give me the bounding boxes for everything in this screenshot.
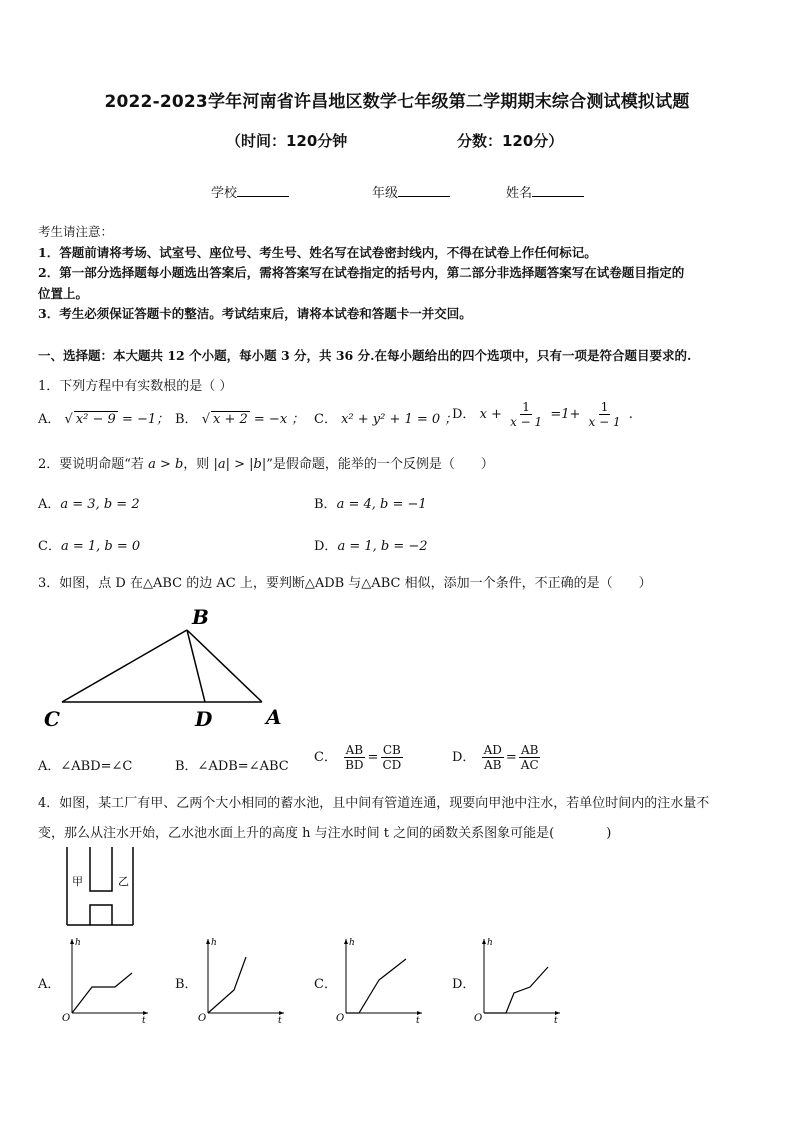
q1-c-expr: x² + y² + 1 = 0 ； <box>341 412 458 427</box>
svg-text:O: O <box>336 1013 345 1023</box>
q4-graph-a <box>60 935 152 1023</box>
notice-heading: 考生请注意： <box>38 224 114 239</box>
q4-option-a-label: A． <box>38 977 61 992</box>
q4-stem-line2: 变，那么从注水开始，乙水池水面上升的高度 h 与注水时间 t 之间的函数关系图象可能是( ) <box>38 826 612 841</box>
q3-segment-bd <box>187 630 205 702</box>
q1-option-d <box>452 400 633 429</box>
q3-d-num1: AD <box>483 743 502 757</box>
q2-stem-b: ，则 <box>183 457 210 472</box>
q2-stem-c: ”是假命题，能举的一个反例是（ ） <box>266 457 494 472</box>
q1-a-rest: = −1； <box>121 412 170 427</box>
q3-c-num2: CB <box>382 743 401 757</box>
svg-text:t: t <box>554 1016 558 1023</box>
q2-stem-abs: |a| > |b| <box>213 457 267 472</box>
q1-d-label: D． <box>452 407 476 422</box>
q3-c-num1: AB <box>345 743 364 757</box>
q3-option-a: A．∠ABD=∠C <box>38 759 133 774</box>
q1-option-b: B． √ x + 2 = −x ； <box>175 412 305 427</box>
q3-label-a: A <box>266 705 282 729</box>
q3-triangle-figure <box>40 602 290 732</box>
q1-a-radicand: x² − 9 <box>75 412 116 427</box>
q4-graph-b <box>196 935 288 1023</box>
q2-stem-a: 2．要说明命题“若 <box>38 457 144 472</box>
q1-option-a: A． √ x² − 9 = −1； <box>38 412 170 427</box>
q4-option-b-label: B． <box>175 977 198 992</box>
q2-option-d <box>314 535 428 554</box>
school-field <box>211 182 289 201</box>
q2-a-text: a = 3, b = 2 <box>60 497 140 512</box>
q1-d-mid: =1+ <box>550 407 581 422</box>
q1-d-num: 1 <box>522 400 530 414</box>
grade-label: 年级 <box>372 186 399 201</box>
q1-d-den2: x − 1 <box>588 415 621 429</box>
svg-text:h: h <box>487 938 493 948</box>
svg-text:O: O <box>62 1013 71 1023</box>
q2-d-text: a = 1, b = −2 <box>337 539 428 554</box>
q4-option-d-label: D． <box>452 977 476 992</box>
q1-option-c <box>314 408 457 427</box>
q3-side-cb <box>62 630 187 702</box>
exam-score: 分数：120分） <box>457 132 564 150</box>
q1-a-label: A． <box>38 412 61 427</box>
grade-field <box>372 182 450 201</box>
q3-option-c: C． $\frac{AB}{BD}$ = $\frac{CB}{CD}$ <box>314 743 402 772</box>
q3-label-d: D <box>195 707 213 731</box>
svg-text:t: t <box>278 1016 282 1023</box>
q2-a-label: A． <box>38 497 61 512</box>
q4-graph-c <box>334 935 426 1023</box>
notice-item-2: 2．第一部分选择题每小题选出答案后，需将答案写在试卷指定的括号内，第二部分非选择题答案写在试卷题目指定的 <box>38 265 685 280</box>
q3-d-label: D． <box>452 750 476 765</box>
q3-stem: 3．如图，点 D 在△ABC 的边 AC 上，要判断△ADB 与△ABC 相似，添加一个条件，不正确的是（ ） <box>38 576 652 591</box>
notice-block <box>38 222 758 325</box>
section-heading: 一、选择题：本大题共 12 个小题，每小题 3 分，共 36 分.在每小题给出的四个选项中，只有一项是符合题目要求的. <box>38 348 692 363</box>
q1-d-den: x − 1 <box>510 415 543 429</box>
notice-item-3: 3．考生必须保证答题卡的整洁。考试结束后，请将本试卷和答题卡一并交回。 <box>38 306 472 321</box>
name-blank <box>532 184 584 197</box>
svg-text:h: h <box>349 938 355 948</box>
name-label: 姓名 <box>506 186 533 201</box>
q4-tank-label-left: 甲 <box>72 875 83 888</box>
q2-d-label: D． <box>314 539 338 554</box>
q1-c-label: C． <box>314 412 337 427</box>
q3-option-d: D． $\frac{AD}{AB}$ = $\frac{AB}{AC}$ <box>452 743 539 772</box>
q2-b-label: B． <box>314 497 337 512</box>
q2-c-label: C． <box>38 539 61 554</box>
q4-graph-d <box>472 935 564 1023</box>
q4-option-c-label: C． <box>314 977 337 992</box>
q4-stem-line1: 4．如图，某工厂有甲、乙两个大小相同的蓄水池，且中间有管道连通，现要向甲池中注水，若单位时间内的注水量不 <box>38 796 710 811</box>
grade-blank <box>398 184 450 197</box>
q1-b-radicand: x + 2 <box>213 412 248 427</box>
q3-label-c: C <box>44 707 60 731</box>
q3-label-b: B <box>192 605 209 629</box>
notice-item-2-cont: 位置上。 <box>38 285 89 301</box>
q3-side-ba <box>187 630 262 702</box>
q1-d-num2: 1 <box>600 400 609 414</box>
q1-stem: 1．下列方程中有实数根的是（ ） <box>38 379 233 394</box>
q3-d-num2: AB <box>520 743 539 757</box>
q3-c-den2: CD <box>382 758 402 772</box>
svg-text:h: h <box>75 938 81 948</box>
q1-b-label: B． <box>175 412 198 427</box>
q3-c-label: C． <box>314 750 337 765</box>
svg-text:O: O <box>474 1013 483 1023</box>
page-title: 2022-2023学年河南省许昌地区数学七年级第二学期期末综合测试模拟试题 <box>104 92 690 112</box>
school-blank <box>237 184 289 197</box>
q2-c-text: a = 1, b = 0 <box>60 539 141 554</box>
q3-d-den1: AB <box>483 758 502 772</box>
q1-d-pre: x + <box>479 407 502 422</box>
q4-tank-label-right: 乙 <box>118 875 129 888</box>
svg-text:t: t <box>142 1016 146 1023</box>
school-label: 学校 <box>211 186 238 201</box>
name-field <box>506 182 584 201</box>
q1-d-end: . <box>628 407 633 422</box>
notice-item-1: 1．答题前请将考场、试室号、座位号、考生号、姓名写在试卷密封线内，不得在试卷上作任何标记。 <box>38 244 597 260</box>
q2-stem <box>38 453 494 472</box>
q3-c-den1: BD <box>345 758 364 772</box>
q1-b-rest: = −x ； <box>253 412 305 427</box>
q2-option-a <box>38 493 140 512</box>
q3-option-b: B．∠ADB=∠ABC <box>175 759 289 774</box>
q4-tank-figure <box>60 845 140 930</box>
q3-d-den2: AC <box>520 758 539 772</box>
q2-stem-cond: a > b <box>148 457 184 472</box>
q2-option-c <box>38 535 140 554</box>
q2-b-text: a = 4, b = −1 <box>336 497 427 512</box>
svg-text:O: O <box>198 1013 207 1023</box>
svg-text:h: h <box>211 938 217 948</box>
exam-time: （时间：120分钟 <box>226 132 348 150</box>
svg-text:t: t <box>416 1016 420 1023</box>
q2-option-b <box>314 493 427 512</box>
